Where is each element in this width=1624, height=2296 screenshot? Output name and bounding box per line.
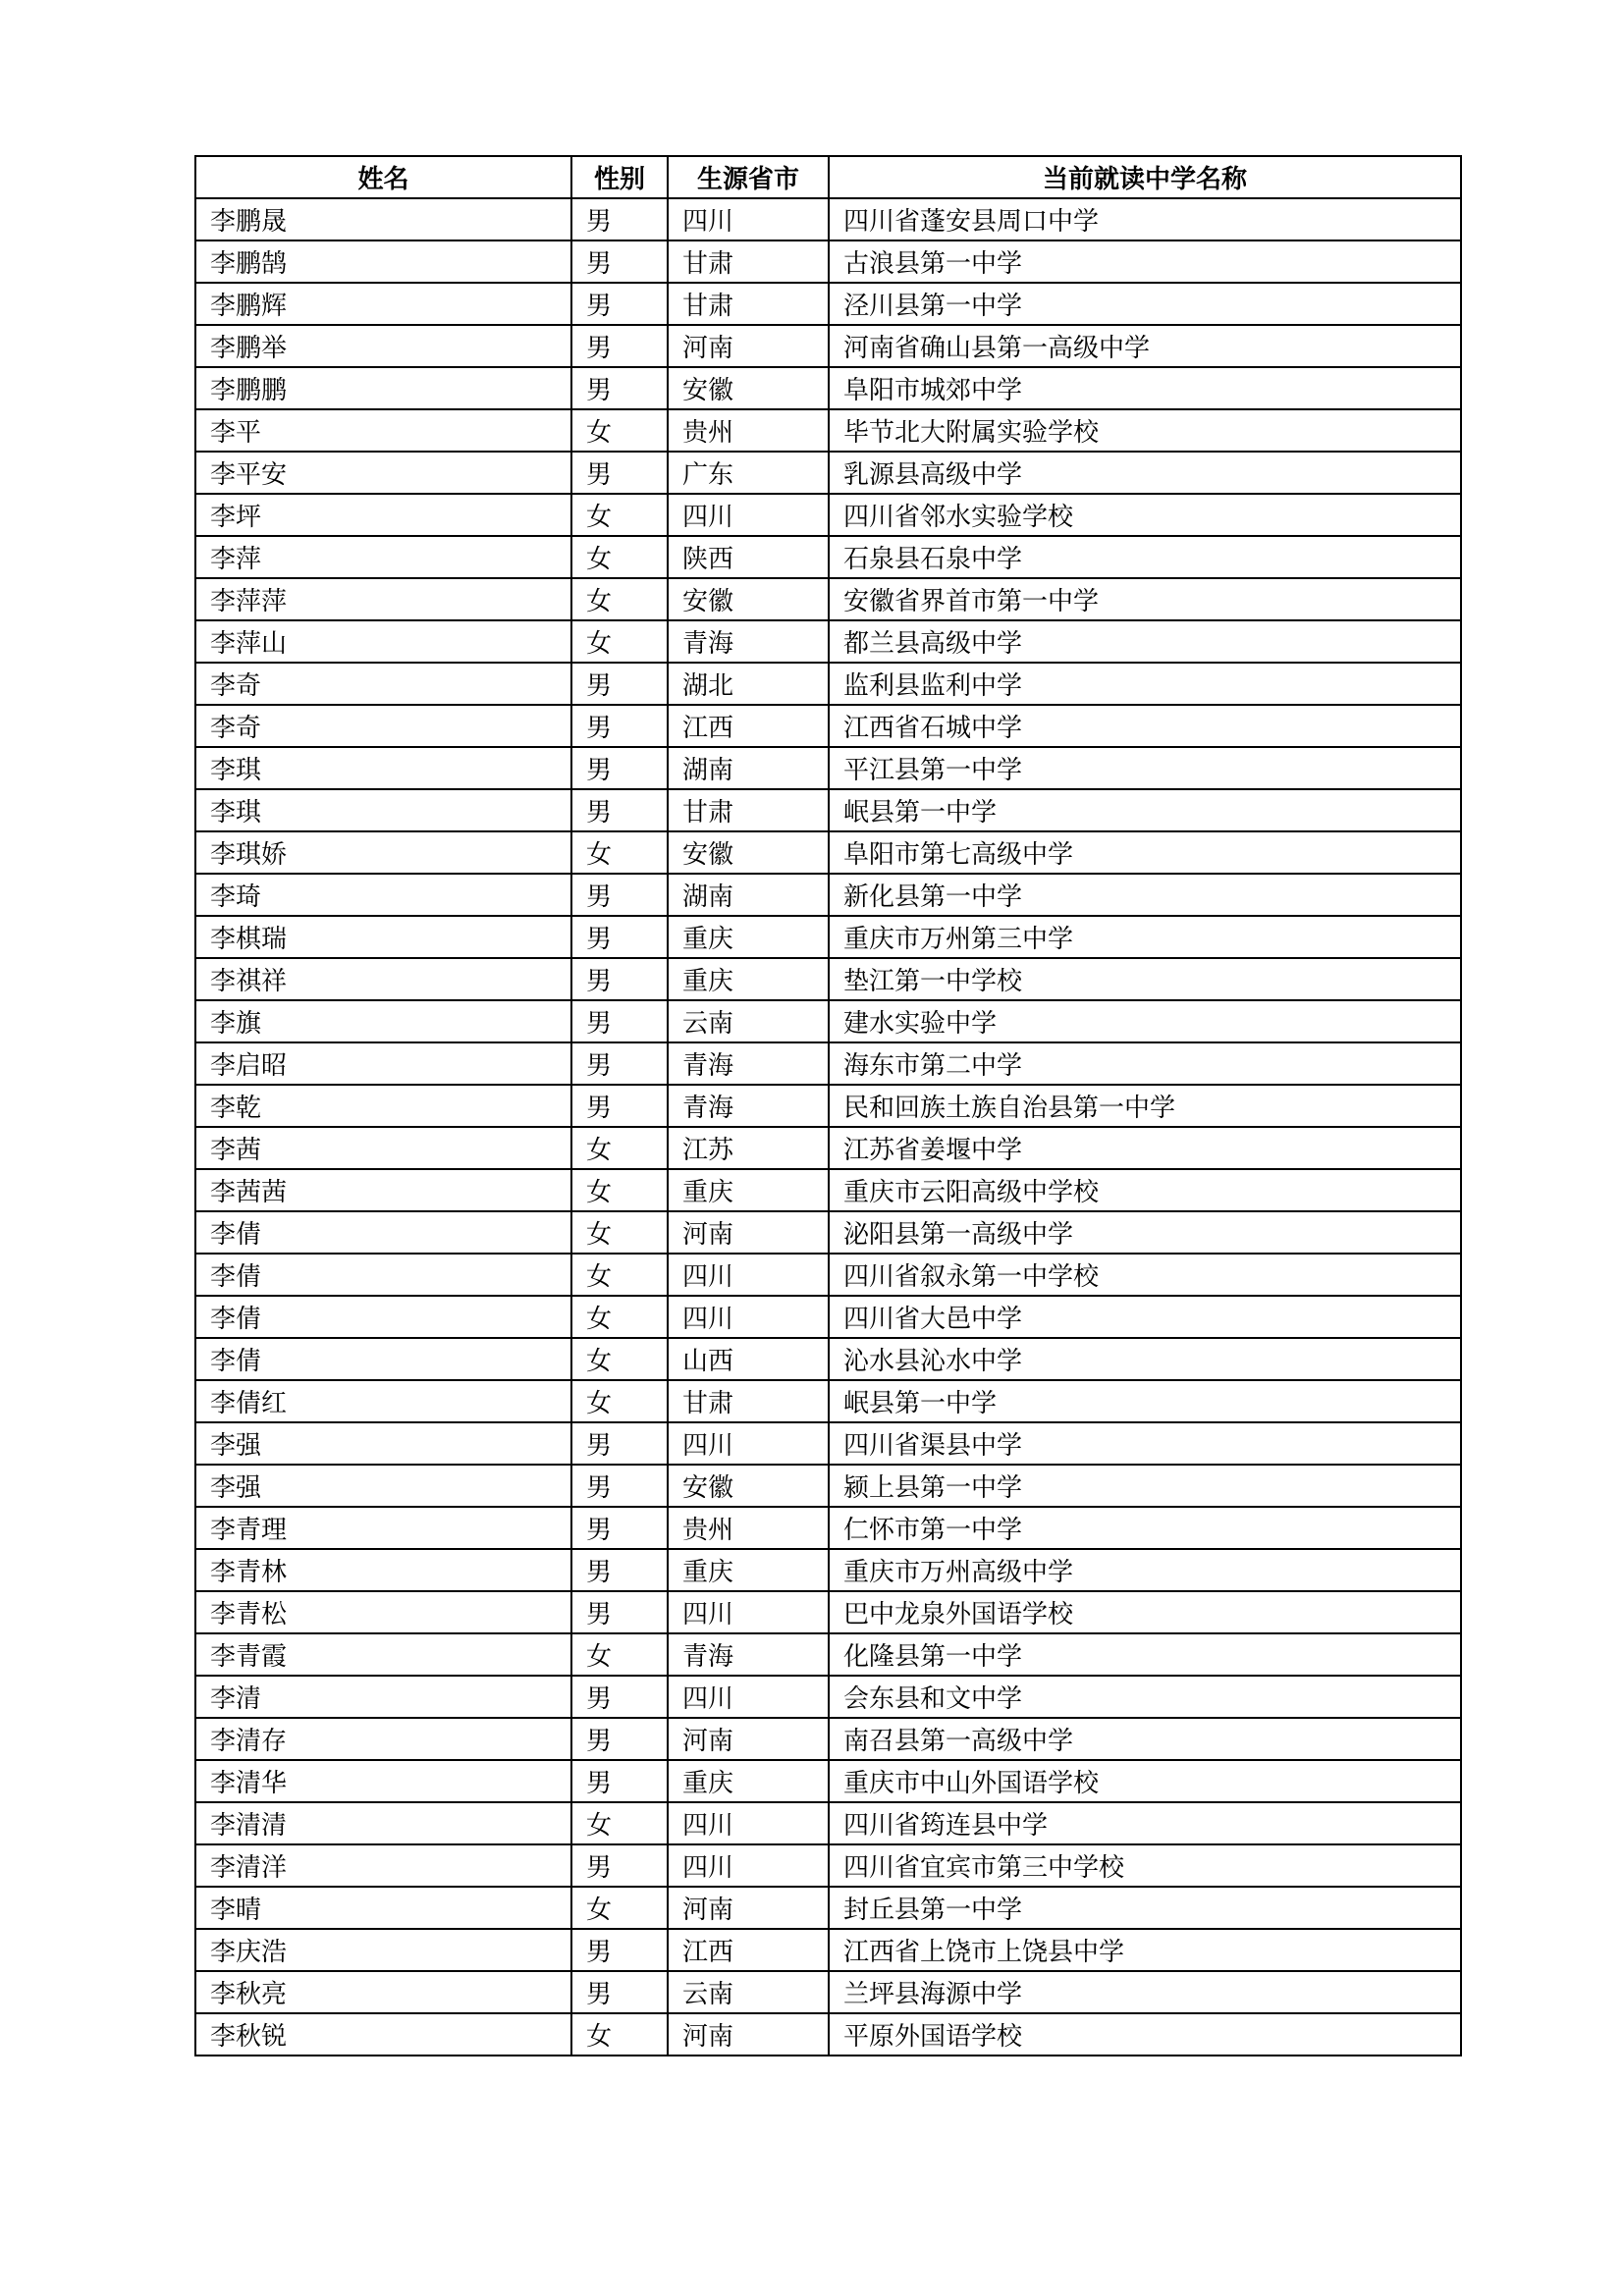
cell-province: 江苏 [668, 1127, 829, 1169]
cell-school: 四川省筠连县中学 [829, 1802, 1461, 1844]
cell-school: 垫江第一中学校 [829, 958, 1461, 1000]
cell-name: 李祺祥 [195, 958, 571, 1000]
table-row [195, 1887, 1461, 1929]
cell-gender: 女 [571, 1380, 668, 1422]
cell-gender: 女 [571, 1254, 668, 1296]
cell-school: 四川省大邑中学 [829, 1296, 1461, 1338]
cell-gender: 男 [571, 789, 668, 831]
cell-province: 湖南 [668, 747, 829, 789]
cell-school: 海东市第二中学 [829, 1042, 1461, 1085]
cell-name: 李倩 [195, 1296, 571, 1338]
cell-province: 甘肃 [668, 789, 829, 831]
cell-province: 青海 [668, 1633, 829, 1676]
cell-school: 建水实验中学 [829, 1000, 1461, 1042]
cell-school: 古浪县第一中学 [829, 240, 1461, 283]
table-row [195, 1760, 1461, 1802]
cell-gender: 男 [571, 874, 668, 916]
cell-province: 云南 [668, 1971, 829, 2013]
cell-name: 李萍萍 [195, 578, 571, 620]
table-row [195, 1422, 1461, 1465]
cell-gender: 男 [571, 240, 668, 283]
table-row [195, 2013, 1461, 2056]
table-row [195, 1507, 1461, 1549]
table-row [195, 747, 1461, 789]
cell-province: 甘肃 [668, 240, 829, 283]
cell-gender: 男 [571, 705, 668, 747]
cell-province: 四川 [668, 494, 829, 536]
cell-province: 四川 [668, 1591, 829, 1633]
table-row [195, 325, 1461, 367]
cell-name: 李萍 [195, 536, 571, 578]
cell-gender: 男 [571, 367, 668, 409]
cell-name: 李琪 [195, 747, 571, 789]
cell-province: 甘肃 [668, 1380, 829, 1422]
cell-province: 青海 [668, 1085, 829, 1127]
cell-school: 河南省确山县第一高级中学 [829, 325, 1461, 367]
cell-gender: 男 [571, 1085, 668, 1127]
cell-name: 李庆浩 [195, 1929, 571, 1971]
cell-gender: 女 [571, 409, 668, 452]
table-row [195, 1676, 1461, 1718]
cell-gender: 女 [571, 2013, 668, 2056]
cell-name: 李青松 [195, 1591, 571, 1633]
table-row [195, 663, 1461, 705]
cell-name: 李清清 [195, 1802, 571, 1844]
cell-school: 江西省上饶市上饶县中学 [829, 1929, 1461, 1971]
cell-name: 李棋瑞 [195, 916, 571, 958]
table-row [195, 1971, 1461, 2013]
cell-gender: 男 [571, 1676, 668, 1718]
cell-name: 李琪 [195, 789, 571, 831]
cell-name: 李青林 [195, 1549, 571, 1591]
cell-province: 重庆 [668, 1760, 829, 1802]
cell-name: 李清 [195, 1676, 571, 1718]
cell-province: 江西 [668, 1929, 829, 1971]
cell-province: 重庆 [668, 958, 829, 1000]
cell-gender: 男 [571, 916, 668, 958]
table-row [195, 1591, 1461, 1633]
cell-name: 李萍山 [195, 620, 571, 663]
cell-school: 颍上县第一中学 [829, 1465, 1461, 1507]
cell-gender: 男 [571, 1591, 668, 1633]
table-row [195, 789, 1461, 831]
table-row [195, 409, 1461, 452]
cell-school: 毕节北大附属实验学校 [829, 409, 1461, 452]
table-row [195, 1380, 1461, 1422]
cell-province: 贵州 [668, 1507, 829, 1549]
cell-province: 河南 [668, 1211, 829, 1254]
cell-school: 重庆市万州第三中学 [829, 916, 1461, 958]
cell-gender: 女 [571, 1169, 668, 1211]
cell-gender: 男 [571, 1042, 668, 1085]
table-row [195, 874, 1461, 916]
cell-gender: 女 [571, 620, 668, 663]
cell-province: 贵州 [668, 409, 829, 452]
cell-school: 岷县第一中学 [829, 1380, 1461, 1422]
table-row [195, 1718, 1461, 1760]
cell-name: 李平 [195, 409, 571, 452]
table-row [195, 1127, 1461, 1169]
cell-gender: 男 [571, 1718, 668, 1760]
cell-name: 李倩 [195, 1254, 571, 1296]
cell-name: 李奇 [195, 663, 571, 705]
cell-province: 河南 [668, 325, 829, 367]
table-row [195, 1465, 1461, 1507]
cell-gender: 女 [571, 1802, 668, 1844]
cell-name: 李强 [195, 1422, 571, 1465]
table-row [195, 494, 1461, 536]
table-row [195, 1338, 1461, 1380]
student-table [194, 155, 1462, 2056]
table-row [195, 1802, 1461, 1844]
cell-province: 湖北 [668, 663, 829, 705]
table-row [195, 1633, 1461, 1676]
cell-school: 四川省渠县中学 [829, 1422, 1461, 1465]
cell-province: 四川 [668, 1422, 829, 1465]
table-row [195, 578, 1461, 620]
cell-province: 四川 [668, 1254, 829, 1296]
table-row [195, 620, 1461, 663]
cell-school: 岷县第一中学 [829, 789, 1461, 831]
cell-name: 李坪 [195, 494, 571, 536]
cell-school: 江苏省姜堰中学 [829, 1127, 1461, 1169]
cell-name: 李清华 [195, 1760, 571, 1802]
cell-school: 会东县和文中学 [829, 1676, 1461, 1718]
table-row [195, 198, 1461, 240]
cell-school: 江西省石城中学 [829, 705, 1461, 747]
cell-gender: 男 [571, 325, 668, 367]
cell-school: 石泉县石泉中学 [829, 536, 1461, 578]
cell-name: 李清洋 [195, 1844, 571, 1887]
table-row [195, 1211, 1461, 1254]
table-row [195, 452, 1461, 494]
cell-name: 李鹏辉 [195, 283, 571, 325]
cell-gender: 男 [571, 198, 668, 240]
table-row [195, 1254, 1461, 1296]
cell-province: 重庆 [668, 1549, 829, 1591]
cell-school: 安徽省界首市第一中学 [829, 578, 1461, 620]
header-province: 生源省市 [668, 156, 829, 198]
cell-name: 李秋亮 [195, 1971, 571, 2013]
cell-province: 安徽 [668, 367, 829, 409]
cell-gender: 女 [571, 1296, 668, 1338]
cell-name: 李倩红 [195, 1380, 571, 1422]
cell-school: 巴中龙泉外国语学校 [829, 1591, 1461, 1633]
cell-gender: 男 [571, 1422, 668, 1465]
cell-school: 泾川县第一中学 [829, 283, 1461, 325]
cell-province: 青海 [668, 1042, 829, 1085]
cell-name: 李倩 [195, 1211, 571, 1254]
cell-province: 四川 [668, 198, 829, 240]
cell-name: 李鹏鹄 [195, 240, 571, 283]
table-row [195, 1042, 1461, 1085]
cell-province: 安徽 [668, 578, 829, 620]
table-row [195, 1000, 1461, 1042]
cell-school: 重庆市万州高级中学 [829, 1549, 1461, 1591]
cell-school: 南召县第一高级中学 [829, 1718, 1461, 1760]
header-school: 当前就读中学名称 [829, 156, 1461, 198]
table-row [195, 958, 1461, 1000]
cell-gender: 男 [571, 747, 668, 789]
table-row [195, 831, 1461, 874]
cell-gender: 男 [571, 1000, 668, 1042]
table-row [195, 1296, 1461, 1338]
cell-school: 重庆市云阳高级中学校 [829, 1169, 1461, 1211]
cell-school: 平江县第一中学 [829, 747, 1461, 789]
table-row [195, 240, 1461, 283]
cell-school: 平原外国语学校 [829, 2013, 1461, 2056]
cell-school: 泌阳县第一高级中学 [829, 1211, 1461, 1254]
cell-name: 李启昭 [195, 1042, 571, 1085]
cell-name: 李奇 [195, 705, 571, 747]
cell-gender: 男 [571, 663, 668, 705]
cell-gender: 女 [571, 1887, 668, 1929]
cell-province: 四川 [668, 1676, 829, 1718]
cell-name: 李琦 [195, 874, 571, 916]
cell-gender: 男 [571, 1844, 668, 1887]
table-row [195, 536, 1461, 578]
cell-province: 江西 [668, 705, 829, 747]
cell-name: 李鹏举 [195, 325, 571, 367]
cell-province: 四川 [668, 1802, 829, 1844]
cell-name: 李旗 [195, 1000, 571, 1042]
header-name: 姓名 [195, 156, 571, 198]
cell-gender: 男 [571, 1971, 668, 2013]
cell-province: 四川 [668, 1296, 829, 1338]
table-row [195, 367, 1461, 409]
cell-school: 兰坪县海源中学 [829, 1971, 1461, 2013]
cell-school: 乳源县高级中学 [829, 452, 1461, 494]
cell-school: 阜阳市第七高级中学 [829, 831, 1461, 874]
cell-school: 仁怀市第一中学 [829, 1507, 1461, 1549]
table-row [195, 1169, 1461, 1211]
cell-school: 化隆县第一中学 [829, 1633, 1461, 1676]
table-row [195, 1085, 1461, 1127]
cell-school: 都兰县高级中学 [829, 620, 1461, 663]
cell-school: 四川省邻水实验学校 [829, 494, 1461, 536]
cell-gender: 男 [571, 958, 668, 1000]
cell-gender: 男 [571, 1929, 668, 1971]
cell-school: 阜阳市城郊中学 [829, 367, 1461, 409]
cell-province: 四川 [668, 1844, 829, 1887]
cell-school: 四川省叙永第一中学校 [829, 1254, 1461, 1296]
cell-gender: 男 [571, 1760, 668, 1802]
cell-province: 广东 [668, 452, 829, 494]
cell-gender: 男 [571, 1507, 668, 1549]
cell-province: 湖南 [668, 874, 829, 916]
cell-name: 李倩 [195, 1338, 571, 1380]
cell-school: 重庆市中山外国语学校 [829, 1760, 1461, 1802]
cell-gender: 男 [571, 452, 668, 494]
cell-province: 安徽 [668, 1465, 829, 1507]
table-row [195, 1929, 1461, 1971]
cell-gender: 男 [571, 1549, 668, 1591]
cell-school: 封丘县第一中学 [829, 1887, 1461, 1929]
cell-gender: 女 [571, 578, 668, 620]
cell-name: 李青理 [195, 1507, 571, 1549]
table-row [195, 916, 1461, 958]
cell-province: 甘肃 [668, 283, 829, 325]
cell-name: 李茜茜 [195, 1169, 571, 1211]
cell-gender: 女 [571, 494, 668, 536]
table-row [195, 1549, 1461, 1591]
cell-name: 李青霞 [195, 1633, 571, 1676]
cell-province: 重庆 [668, 1169, 829, 1211]
cell-gender: 女 [571, 1338, 668, 1380]
cell-name: 李平安 [195, 452, 571, 494]
cell-gender: 女 [571, 536, 668, 578]
cell-school: 四川省蓬安县周口中学 [829, 198, 1461, 240]
cell-school: 四川省宜宾市第三中学校 [829, 1844, 1461, 1887]
cell-province: 河南 [668, 1718, 829, 1760]
cell-name: 李茜 [195, 1127, 571, 1169]
cell-gender: 女 [571, 831, 668, 874]
cell-province: 重庆 [668, 916, 829, 958]
cell-name: 李琪娇 [195, 831, 571, 874]
cell-name: 李乾 [195, 1085, 571, 1127]
cell-name: 李晴 [195, 1887, 571, 1929]
table-row [195, 705, 1461, 747]
cell-gender: 女 [571, 1127, 668, 1169]
cell-province: 陕西 [668, 536, 829, 578]
cell-province: 河南 [668, 2013, 829, 2056]
cell-gender: 女 [571, 1211, 668, 1254]
table-header-row [195, 156, 1461, 198]
cell-school: 民和回族土族自治县第一中学 [829, 1085, 1461, 1127]
cell-province: 青海 [668, 620, 829, 663]
cell-gender: 男 [571, 283, 668, 325]
cell-name: 李秋锐 [195, 2013, 571, 2056]
cell-name: 李强 [195, 1465, 571, 1507]
cell-province: 云南 [668, 1000, 829, 1042]
cell-name: 李鹏鹏 [195, 367, 571, 409]
table-row [195, 1844, 1461, 1887]
cell-name: 李清存 [195, 1718, 571, 1760]
cell-province: 河南 [668, 1887, 829, 1929]
cell-gender: 男 [571, 1465, 668, 1507]
cell-school: 沁水县沁水中学 [829, 1338, 1461, 1380]
cell-school: 新化县第一中学 [829, 874, 1461, 916]
cell-name: 李鹏晟 [195, 198, 571, 240]
cell-gender: 女 [571, 1633, 668, 1676]
table-row [195, 283, 1461, 325]
cell-school: 监利县监利中学 [829, 663, 1461, 705]
header-gender: 性别 [571, 156, 668, 198]
cell-province: 山西 [668, 1338, 829, 1380]
cell-province: 安徽 [668, 831, 829, 874]
